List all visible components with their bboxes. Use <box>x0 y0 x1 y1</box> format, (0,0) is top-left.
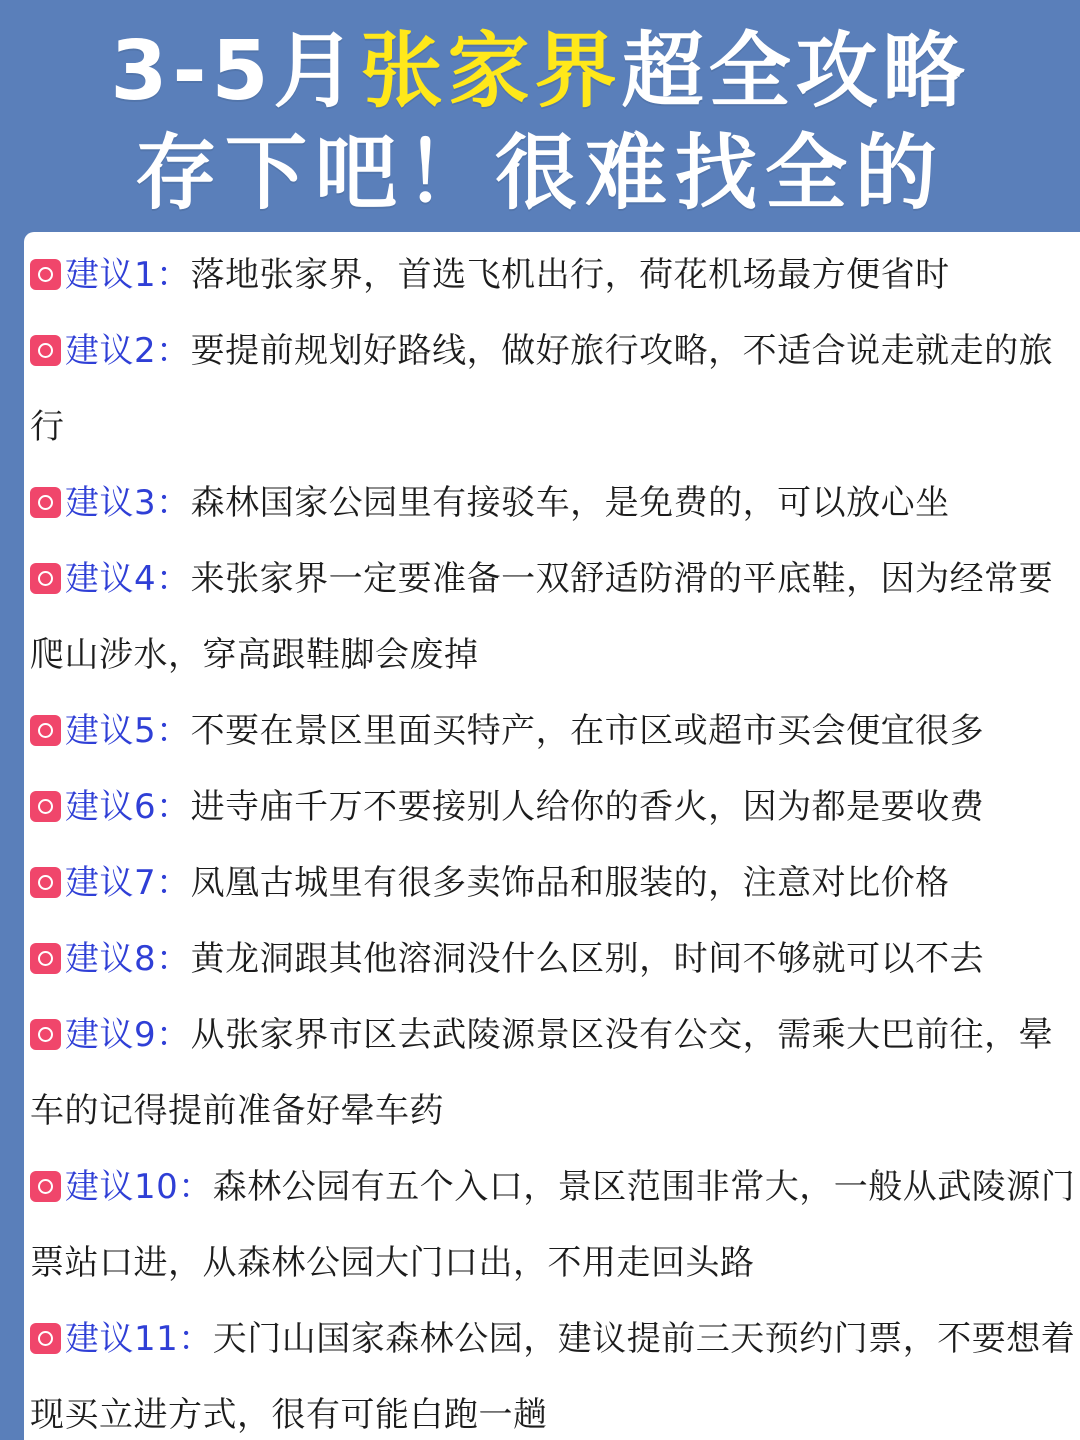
red-circle-bullet-icon <box>30 259 61 290</box>
title-suffix: 超全攻略 <box>621 24 970 119</box>
red-circle-bullet-icon <box>30 1171 61 1202</box>
tip-item-4 <box>30 541 1078 693</box>
tip-text: 进寺庙千万不要接别人给你的香火，因为都是要收费 <box>190 787 985 827</box>
tip-text: 要提前规划好路线，做好旅行攻略，不适合说走就走的旅行 <box>30 331 1054 447</box>
red-circle-bullet-icon <box>30 867 61 898</box>
tip-item-7 <box>30 845 1078 921</box>
red-circle-bullet-icon <box>30 1323 61 1354</box>
tip-label: 建议11： <box>65 1319 213 1359</box>
tip-item-3 <box>30 465 1078 541</box>
tip-label: 建议5： <box>65 711 191 751</box>
tip-item-10 <box>30 1149 1078 1301</box>
red-circle-bullet-icon <box>30 487 61 518</box>
red-circle-bullet-icon <box>30 715 61 746</box>
tip-label: 建议1： <box>65 255 191 295</box>
tip-label: 建议9： <box>65 1015 191 1055</box>
tip-text: 黄龙洞跟其他溶洞没什么区别，时间不够就可以不去 <box>190 939 985 979</box>
tip-item-6 <box>30 769 1078 845</box>
red-circle-bullet-icon <box>30 335 61 366</box>
tip-text: 从张家界市区去武陵源景区没有公交，需乘大巴前往，晕车的记得提前准备好晕车药 <box>30 1015 1054 1131</box>
title-line-1 <box>0 22 1080 122</box>
tip-label: 建议2： <box>65 331 191 371</box>
tip-item-9 <box>30 997 1078 1149</box>
red-circle-bullet-icon <box>30 1019 61 1050</box>
tip-item-1 <box>30 237 1078 313</box>
red-circle-bullet-icon <box>30 791 61 822</box>
tips-panel <box>24 232 1080 1440</box>
title-line-2: 存下吧！很难找全的 <box>134 126 945 221</box>
tip-text: 森林公园有五个入口，景区范围非常大，一般从武陵源门票站口进，从森林公园大门口出，不用走回头路 <box>30 1167 1076 1283</box>
tip-label: 建议6： <box>65 787 191 827</box>
tip-text: 森林国家公园里有接驳车，是免费的，可以放心坐 <box>190 483 950 523</box>
page-header <box>0 0 1080 232</box>
tip-item-11 <box>30 1301 1078 1440</box>
title-prefix: 3-5月 <box>110 24 361 119</box>
tip-item-5 <box>30 693 1078 769</box>
red-circle-bullet-icon <box>30 943 61 974</box>
tip-label: 建议10： <box>65 1167 213 1207</box>
title-highlight: 张家界 <box>360 24 622 119</box>
tip-label: 建议4： <box>65 559 191 599</box>
tip-text: 凤凰古城里有很多卖饰品和服装的，注意对比价格 <box>190 863 950 903</box>
tip-label: 建议3： <box>65 483 191 523</box>
red-circle-bullet-icon <box>30 563 61 594</box>
tips-list <box>30 232 1078 1440</box>
tip-label: 建议7： <box>65 863 191 903</box>
tip-item-2 <box>30 313 1078 465</box>
tip-text: 天门山国家森林公园，建议提前三天预约门票，不要想着现买立进方式，很有可能白跑一趟 <box>30 1319 1076 1435</box>
tip-text: 不要在景区里面买特产，在市区或超市买会便宜很多 <box>190 711 985 751</box>
tip-label: 建议8： <box>65 939 191 979</box>
tip-text: 落地张家界，首选飞机出行，荷花机场最方便省时 <box>190 255 950 295</box>
tip-item-8 <box>30 921 1078 997</box>
tip-text: 来张家界一定要准备一双舒适防滑的平底鞋，因为经常要爬山涉水，穿高跟鞋脚会废掉 <box>30 559 1054 675</box>
